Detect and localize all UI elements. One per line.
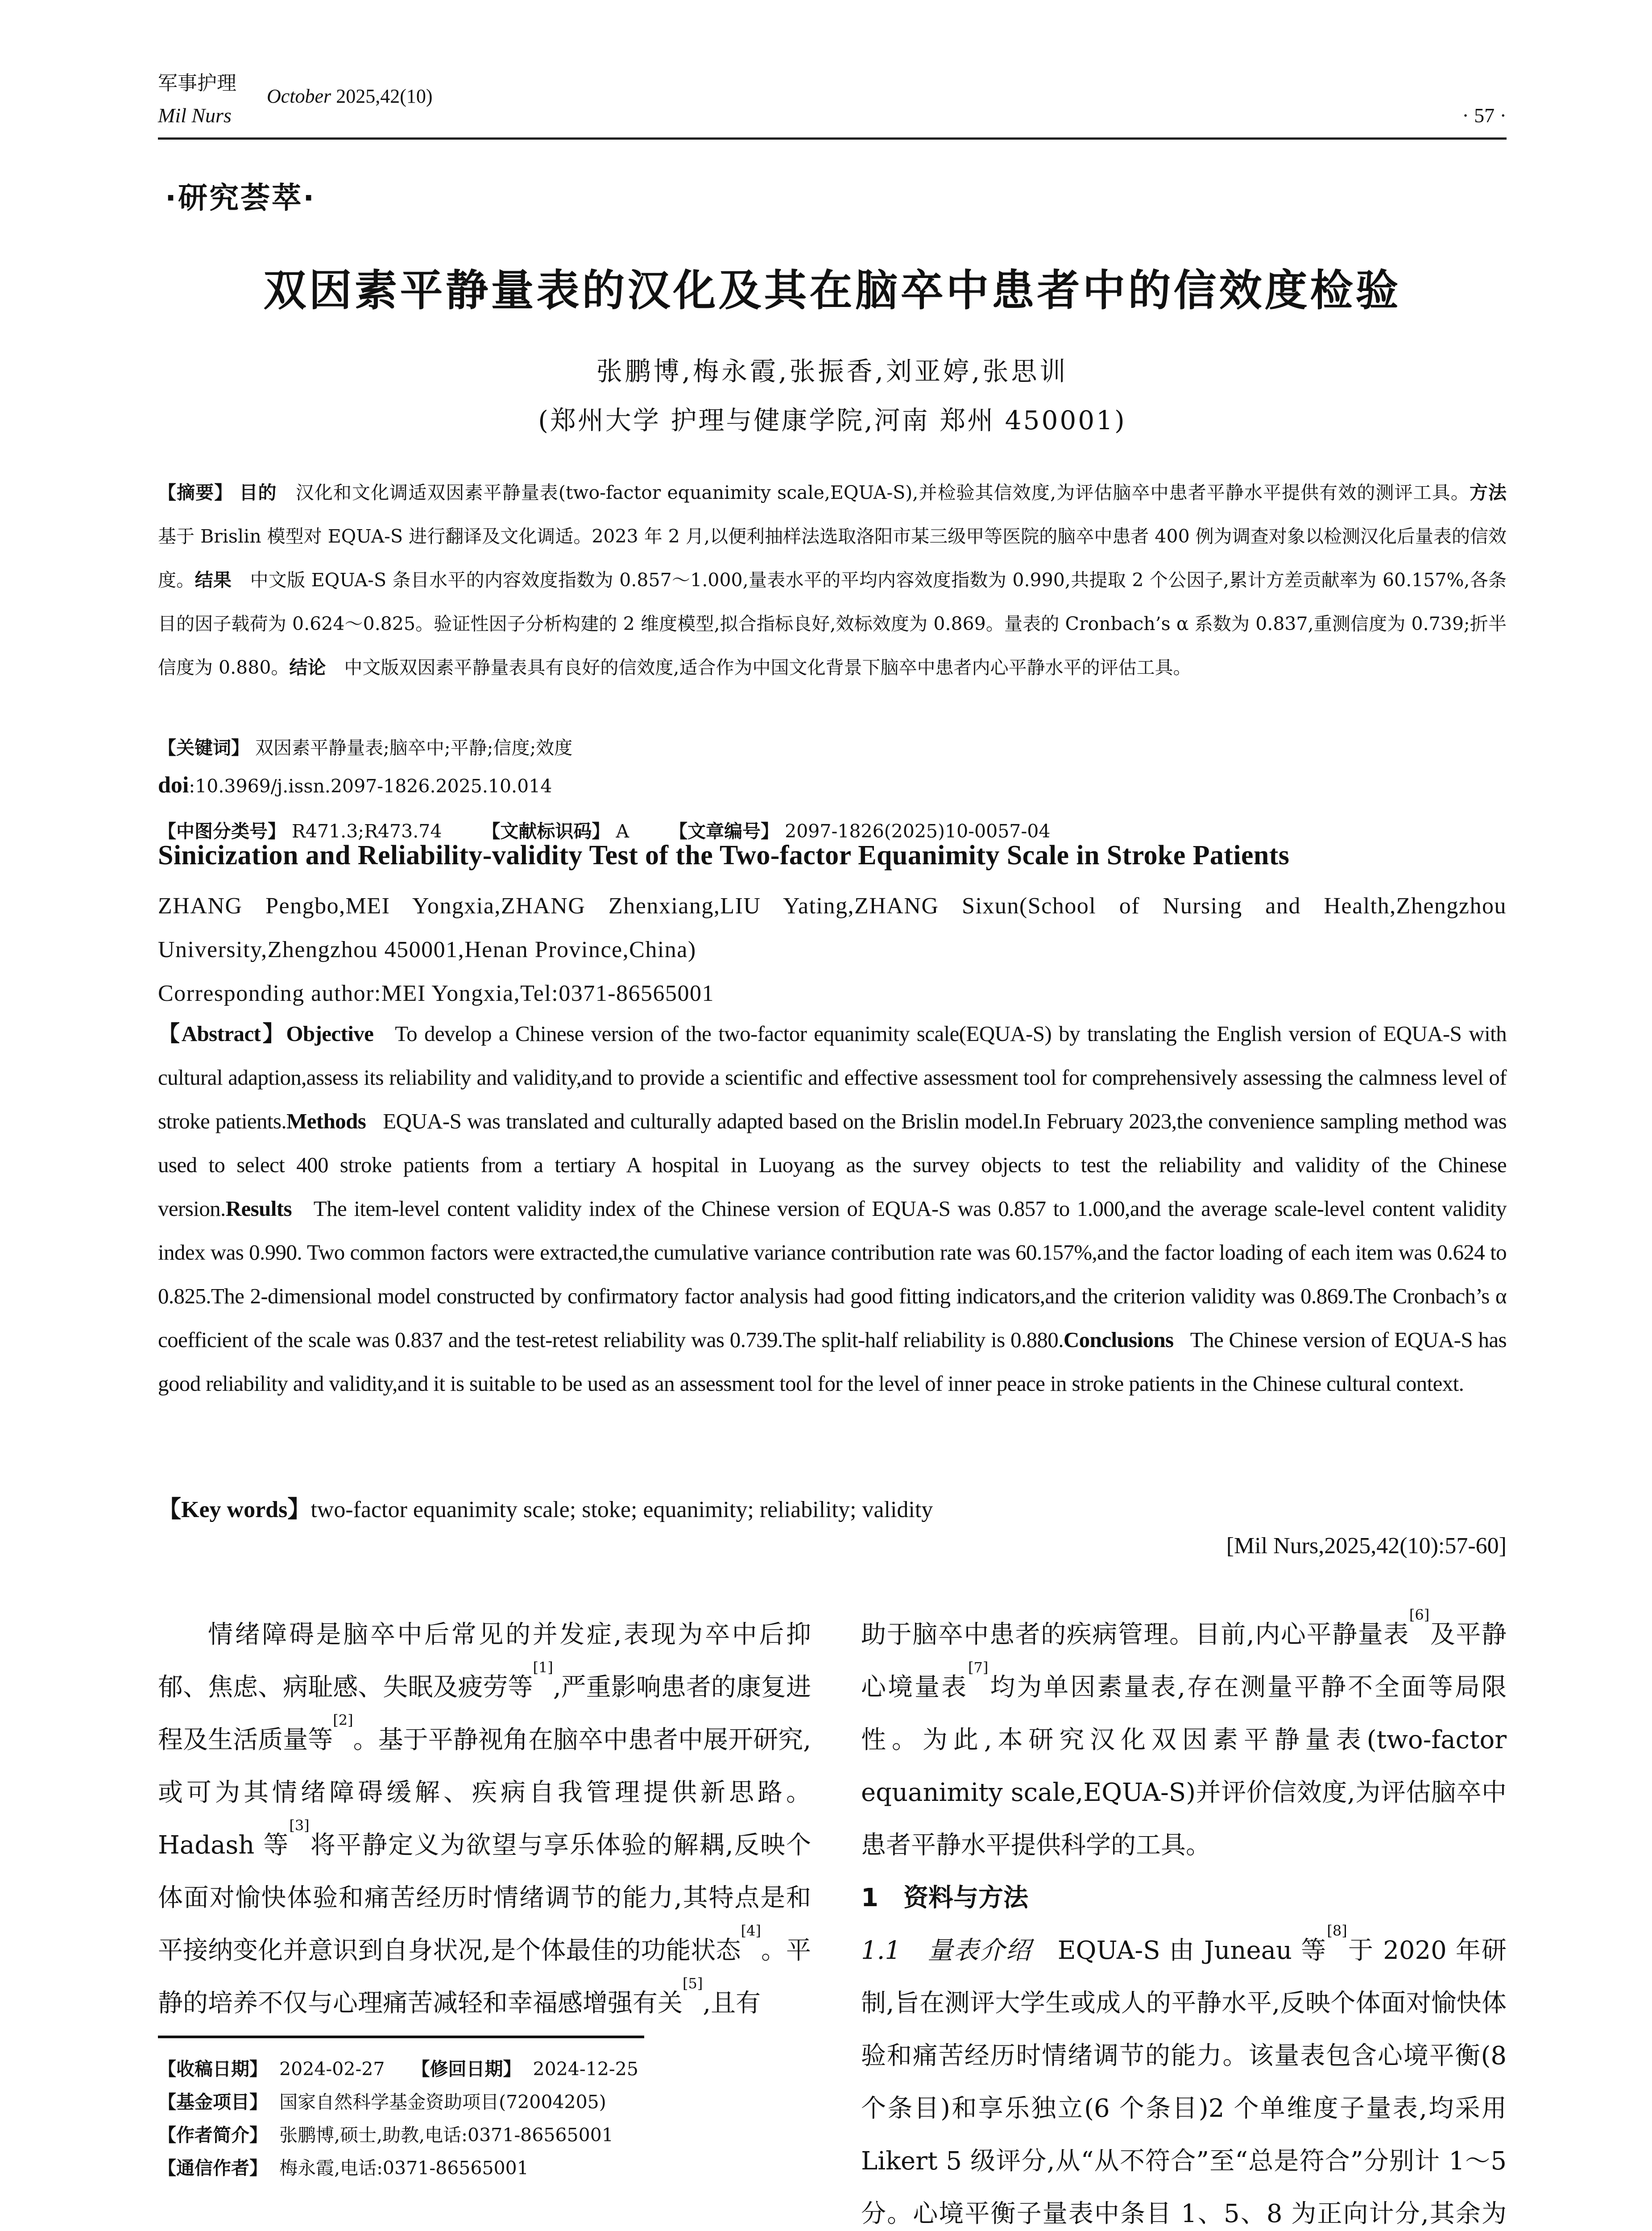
issue-volume: 2025,42(10)	[336, 85, 433, 107]
footnote-fund	[158, 2086, 638, 2119]
doi	[158, 772, 552, 798]
journal-name-en: Mil Nurs	[158, 104, 232, 127]
clc-value: R471.3;R473.74	[292, 821, 442, 842]
author-value: 张鹏博,硕士,助教,电话:0371-86565001	[279, 2124, 613, 2146]
reference-5[interactable]: [5]	[683, 1975, 703, 1992]
footnote-corresponding	[158, 2152, 638, 2185]
fund-label: 【基金项目】	[158, 2091, 268, 2113]
footnote-rule	[158, 2036, 644, 2038]
methods-text: 基于 Brislin 模型对 EQUA-S 进行翻译及文化调适。2023 年 2 月,以便利抽样法选取洛阳市某三级甲等医院的脑卒中患者 400 例为调查对象以检测汉化后量表的信效度。	[158, 526, 1507, 591]
clc-label: 【中图分类号】	[158, 821, 286, 842]
objective-label: 目的	[239, 482, 277, 503]
abstract-label: 【摘要】	[158, 482, 233, 503]
authors: 张鹏博,梅永霞,张振香,刘亚婷,张思训	[596, 356, 1068, 386]
fund-value: 国家自然科学基金资助项目(72004205)	[279, 2091, 606, 2113]
article-no-value: 2097-1826(2025)10-0057-04	[785, 821, 1051, 842]
intro-paragraph	[158, 1609, 811, 2030]
english-title: Sinicization and Reliability-validity Test of the Two-factor Equanimity Scale in Stroke Patients	[158, 840, 1290, 871]
english-authors-affiliation: ZHANG Pengbo,MEI Yongxia,ZHANG Zhenxiang,LIU Yating,ZHANG Sixun(School of Nursing and Health,Zhengzhou University,Zhengzhou 450001,Henan Province,China)	[158, 893, 1507, 962]
reference-6[interactable]: [6]	[1409, 1606, 1430, 1623]
intro-paragraph-continued	[861, 1606, 1507, 1872]
doc-code-label: 【文献标识码】	[482, 821, 610, 842]
methods-en-text: EQUA-S was translated and culturally adapted based on the Brislin model.In February 2023,the convenience sampling method was used to select 400 stroke patients from a tertiary A hospital in Luoyang as the survey objects to test the reliability and validity of the Chinese version.	[158, 1109, 1507, 1221]
text-run: 均为单因素量表,存在测量平静不全面等局限性。为此,本研究汉化双因素平静量表(two-factor equanimity scale,EQUA-S)并评价信效度,为评估脑卒中患者平静水平提供科学的工具。	[861, 1673, 1507, 1860]
text-run: 及平静心境量表	[861, 1620, 1507, 1702]
conclusion-text: 中文版双因素平静量表具有良好的信效度,适合作为中国文化背景下脑卒中患者内心平静水平的评估工具。	[344, 657, 1192, 678]
issue-month: October	[267, 85, 331, 107]
objective-en-text: To develop a Chinese version of the two-factor equanimity scale(EQUA-S) by translating the English version of EQUA-S with cultural adaption,assess its reliability and validity,and to provide a scientific and effective assessment tool for comprehensively assessing the calmness level of stroke patients.	[158, 1021, 1507, 1133]
footnote-author	[158, 2119, 638, 2152]
reference-4[interactable]: [4]	[741, 1922, 761, 1939]
keywords-value: 双因素平静量表;脑卒中;平静;信度;效度	[255, 737, 573, 759]
doi-link[interactable]: :10.3969/j.issn.2097-1826.2025.10.014	[189, 775, 552, 797]
revised-label: 【修回日期】	[411, 2058, 522, 2080]
revised-date: 2024-12-25	[533, 2058, 638, 2080]
text-run: 助于脑卒中患者的疾病管理。目前,内心平静量表	[861, 1620, 1409, 1649]
subsection-heading-1-1: 1.1 量表介绍	[861, 1936, 1032, 1965]
text-run: 。平静的培养不仅与心理痛苦减轻和幸福感增强有关	[158, 1936, 812, 2018]
keywords-label: 【关键词】	[158, 737, 249, 759]
text-run: ,且有	[703, 1989, 761, 2018]
footnote-dates	[158, 2053, 638, 2086]
journal-name-cn: 军事护理	[158, 72, 236, 95]
results-label: 结果	[195, 569, 232, 591]
received-label: 【收稿日期】	[158, 2058, 268, 2080]
author-label: 【作者简介】	[158, 2124, 268, 2146]
received-date: 2024-02-27	[279, 2058, 385, 2080]
body-column-right	[861, 1606, 1507, 2231]
conclusions-en-text: The Chinese version of EQUA-S has good reliability and validity,and it is suitable to be used as an assessment tool for the level of inner peace in stroke patients in the Chinese cultural context.	[158, 1327, 1507, 1396]
abstract-en-label: 【Abstract】	[158, 1021, 286, 1046]
objective-text: 汉化和文化调适双因素平静量表(two-factor equanimity scale,EQUA-S),并检验其信效度,为评估脑卒中患者平静水平提供有效的测评工具。	[295, 482, 1470, 503]
corresponding-author: Corresponding author:MEI Yongxia,Tel:0371-86565001	[158, 981, 715, 1006]
corr-value: 梅永霞,电话:0371-86565001	[279, 2157, 529, 2179]
doi-label: doi	[158, 772, 189, 798]
abstract-cn	[158, 471, 1507, 689]
english-authors	[158, 884, 1507, 1016]
reference-3[interactable]: [3]	[289, 1817, 310, 1834]
text-run: 。基于平静视角在脑卒中患者中展开研究,或可为其情绪障碍缓解、疾病自我管理提供新思路。Hadash 等	[158, 1725, 811, 1860]
results-en-text: The item-level content validity index of the Chinese version of EQUA-S was 0.857 to 1.000,and the average scale-level content validity index was 0.990. Two common factors were extracted,the cumulative variance contribution rate was 60.157%,and the factor loading of each item was 0.624 to 0.825.The 2-dimensional model constructed by confirmatory factor analysis had good fitting indicators,and the criterion validity was 0.869.The Cronbach’s α coefficient of the scale was 0.837 and the test-retest reliability was 0.739.The split-half reliability is 0.880.	[158, 1196, 1507, 1352]
scale-intro-paragraph	[861, 1924, 1507, 2231]
issue-date	[267, 85, 433, 108]
column-tag: ·研究荟萃·	[165, 181, 316, 215]
conclusions-en-label: Conclusions	[1063, 1327, 1174, 1352]
objective-en-label: Objective	[286, 1021, 374, 1046]
keywords-en-value: two-factor equanimity scale; stoke; equanimity; reliability; validity	[311, 1497, 933, 1522]
affiliation: (郑州大学 护理与健康学院,河南 郑州 450001)	[538, 405, 1126, 435]
keywords-en	[158, 1490, 933, 1524]
reference-7[interactable]: [7]	[968, 1659, 989, 1676]
header-rule	[158, 137, 1507, 140]
methods-label: 方法	[1469, 482, 1507, 503]
classification-line	[158, 817, 1050, 843]
results-text: 中文版 EQUA-S 条目水平的内容效度指数为 0.857～1.000,量表水平的平均内容效度指数为 0.990,共提取 2 个公因子,累计方差贡献率为 60.157%,各条目的因子载荷为 0.624～0.825。验证性因子分析构建的 2 维度模型,拟合指标良好,效标效度为 0.869。量表的 Cronbach’s α 系数为 0.837,重测信度为 0.739;折半信度为 0.880。	[158, 569, 1507, 678]
abstract-en	[158, 1012, 1507, 1406]
reference-2[interactable]: [2]	[333, 1712, 353, 1729]
reference-8[interactable]: [8]	[1327, 1922, 1347, 1939]
text-run: ,严重影响患者的康复进程及生活质量等	[158, 1673, 811, 1754]
corr-label: 【通信作者】	[158, 2157, 268, 2179]
text-run: 于 2020 年研制,旨在测评大学生或成人的平静水平,反映个体面对愉快体验和痛苦经历时情绪调节的能力。该量表包含心境平衡(8 个条目)和享乐独立(6 个条目)2 个单维度子量表,均采用 Likert 5 级评分,从“从不符合”至“总是符合”分别计 1～5 分。心境平衡子量表中条目 1、5、8 为正向计分,其余为	[861, 1936, 1507, 2228]
text-run: 将平静定义为欲望与享乐体验的解耦,反映个体面对愉快体验和痛苦经历时情绪调节的能力,其特点是和平接纳变化并意识到自身状况,是个体最佳的功能状态	[158, 1831, 811, 1965]
section-heading-1: 1 资料与方法	[861, 1883, 1028, 1912]
results-en-label: Results	[225, 1196, 292, 1221]
body-column-left	[158, 1609, 811, 2030]
keywords-cn	[158, 733, 572, 759]
citation: [Mil Nurs,2025,42(10):57-60]	[1226, 1533, 1507, 1559]
methods-en-label: Methods	[286, 1109, 366, 1133]
footnotes	[158, 2053, 638, 2185]
keywords-en-label: 【Key words】	[158, 1497, 311, 1522]
text-run: EQUA-S 由 Juneau 等	[1057, 1936, 1327, 1965]
conclusion-label: 结论	[289, 657, 326, 678]
text-run: 情绪障碍是脑卒中后常见的并发症,表现为卒中后抑郁、焦虑、病耻感、失眠及疲劳等	[158, 1620, 811, 1702]
page-number: · 57 ·	[1462, 104, 1507, 127]
doc-code-value: A	[616, 821, 629, 842]
reference-1[interactable]: [1]	[533, 1659, 553, 1676]
article-title: 双因素平静量表的汉化及其在脑卒中患者中的信效度检验	[263, 265, 1401, 315]
article-no-label: 【文章编号】	[669, 821, 779, 842]
